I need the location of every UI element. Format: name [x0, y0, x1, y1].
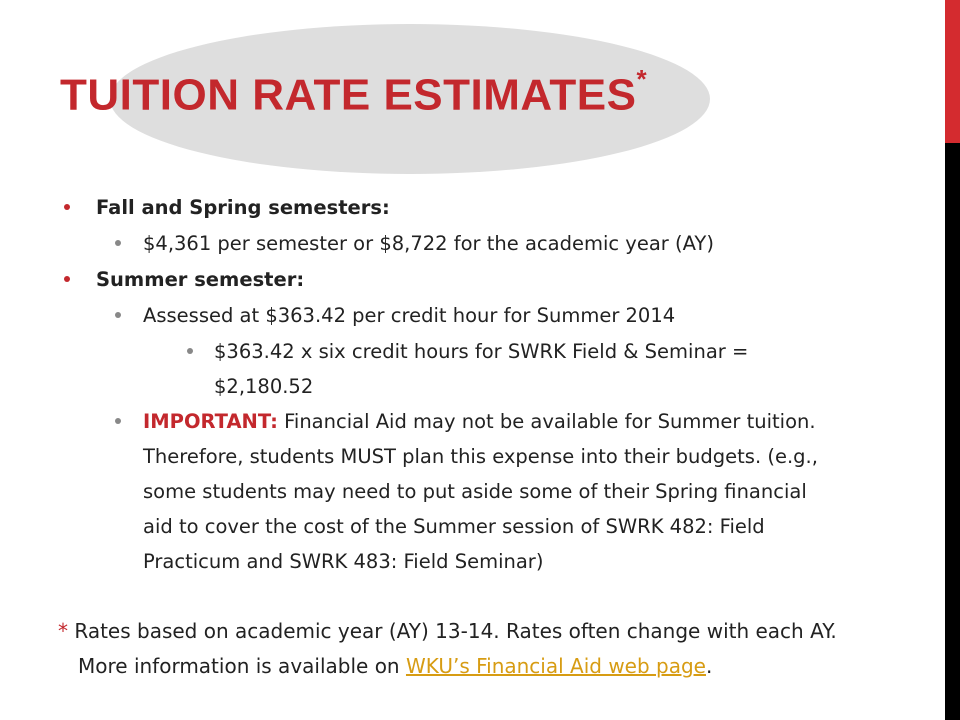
financial-aid-link[interactable]: WKU’s Financial Aid web page	[405, 654, 706, 678]
important-line1: IMPORTANT: Financial Aid may not be available for Summer tuition.	[143, 410, 816, 433]
summer-label: Summer semester:	[96, 268, 305, 291]
summer-assessed: Assessed at $363.42 per credit hour for Summer 2014	[143, 304, 676, 327]
title-asterisk: *	[636, 64, 648, 94]
important-line5: Practicum and SWRK 483: Field Seminar)	[143, 550, 544, 573]
fall-spring-detail: $4,361 per semester or $8,722 for the academic year (AY)	[143, 232, 714, 255]
sidebar-red-accent	[945, 0, 960, 143]
important-label: IMPORTANT:	[143, 410, 278, 433]
bullet-dot	[187, 348, 193, 354]
bullet-dot	[64, 204, 70, 210]
footnote-line1: * Rates based on academic year (AY) 13-14. Rates often change with each AY.	[58, 619, 837, 643]
important-line3: some students may need to put aside some of their Spring financial	[143, 480, 807, 503]
bullet-dot	[115, 418, 121, 424]
footnote-asterisk: *	[58, 619, 68, 643]
important-line4: aid to cover the cost of the Summer session of SWRK 482: Field	[143, 515, 765, 538]
bullet-dot	[64, 276, 70, 282]
slide-title: TUITION RATE ESTIMATES*	[60, 64, 648, 120]
bullet-dot	[115, 312, 121, 318]
fall-spring-label: Fall and Spring semesters:	[96, 196, 390, 219]
footnote-line2: More information is available on WKU’s Financial Aid web page.	[78, 654, 713, 678]
important-line2: Therefore, students MUST plan this expense into their budgets. (e.g.,	[143, 445, 818, 468]
bullet-dot	[115, 240, 121, 246]
summer-calc-line2: $2,180.52	[214, 375, 314, 398]
summer-calc-line1: $363.42 x six credit hours for SWRK Field & Seminar =	[214, 340, 749, 363]
